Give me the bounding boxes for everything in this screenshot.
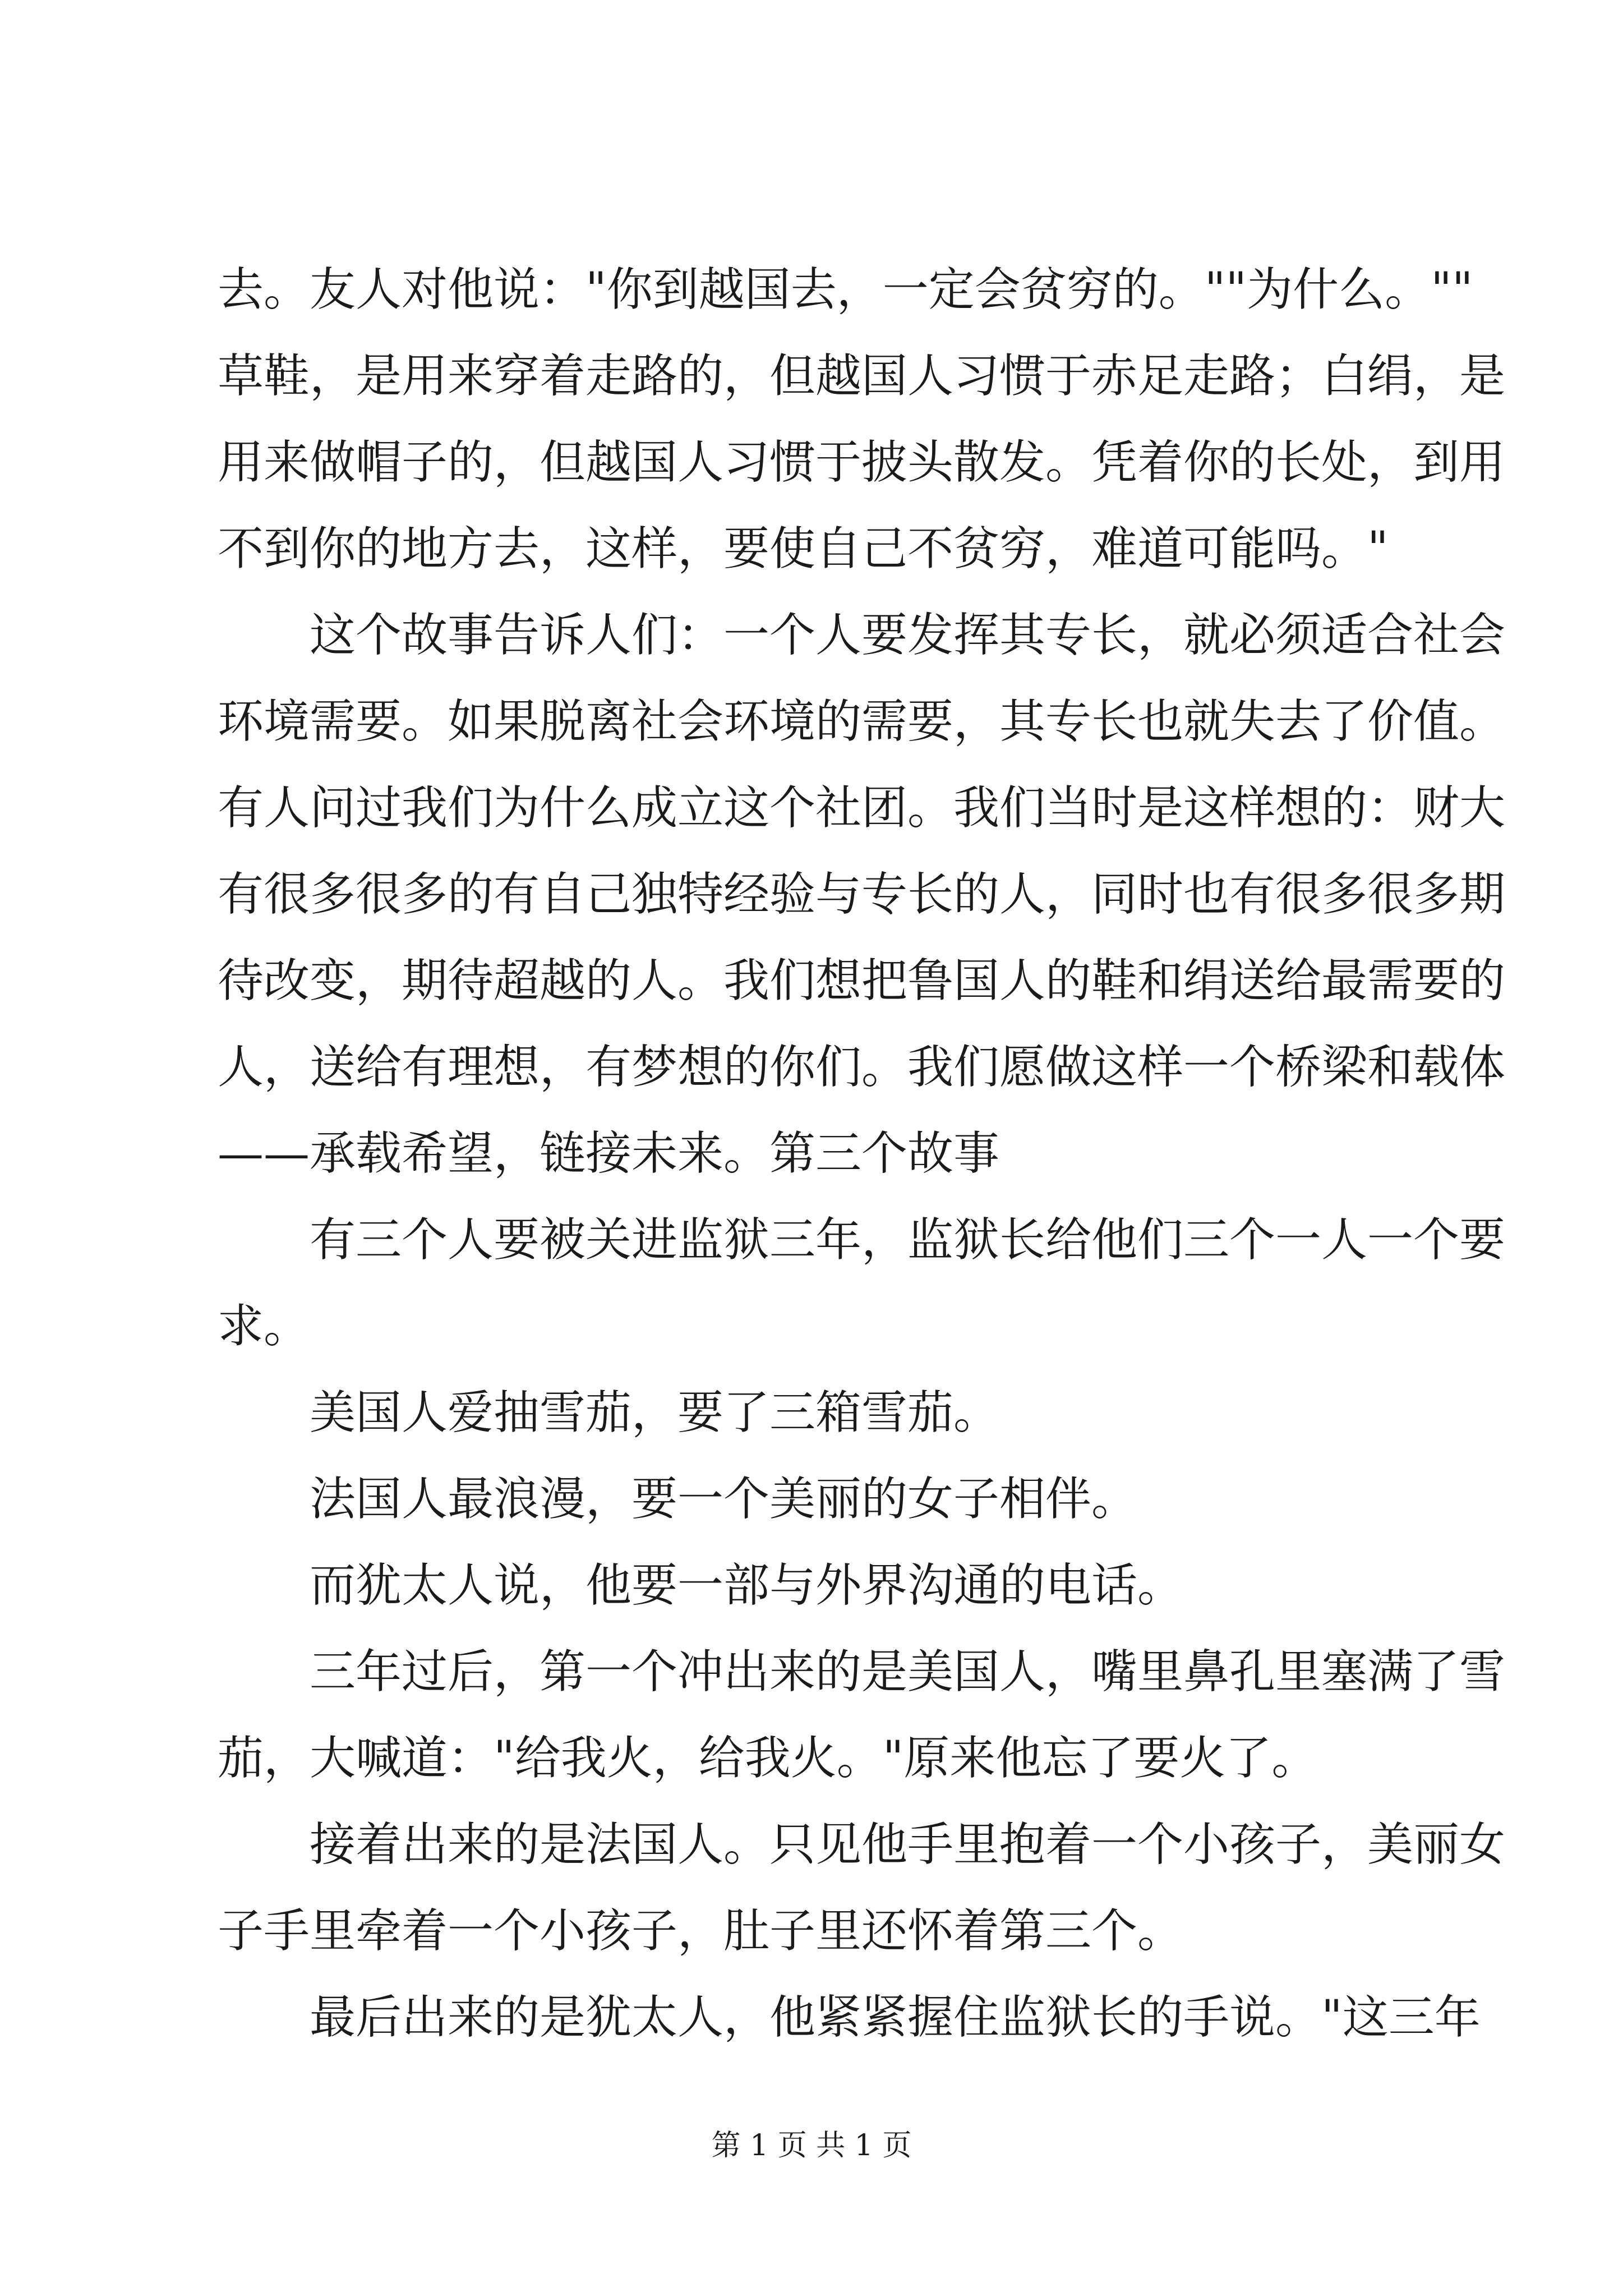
text-line: 有人问过我们为什么成立这个社团。我们当时是这样想的：财大 — [218, 781, 1506, 835]
text-line: 接着出来的是法国人。只见他手里抱着一个小孩子，美丽女 — [310, 1818, 1506, 1871]
text-line: 求。 — [218, 1300, 310, 1353]
text-line: 法国人最浪漫，要一个美丽的女子相伴。 — [310, 1473, 1138, 1526]
document-body — [218, 247, 1506, 2061]
text-line: 这个故事告诉人们：一个人要发挥其专长，就必须适合社会 — [310, 609, 1506, 662]
text-line: 不到你的地方去，这样，要使自己不贫穷，难道可能吗。" — [218, 522, 1389, 576]
text-line: 用来做帽子的，但越国人习惯于披头散发。凭着你的长处，到用 — [218, 436, 1506, 489]
text-line: 茄，大喊道："给我火，给我火。"原来他忘了要火了。 — [218, 1732, 1318, 1785]
text-line: 三年过后，第一个冲出来的是美国人，嘴里鼻孔里塞满了雪 — [310, 1645, 1506, 1699]
text-line: 草鞋，是用来穿着走路的，但越国人习惯于赤足走路；白绢，是 — [218, 349, 1506, 403]
text-line: 去。友人对他说："你到越国去，一定会贫穷的。""为什么。"" — [218, 263, 1473, 316]
text-line: 而犹太人说，他要一部与外界沟通的电话。 — [310, 1559, 1184, 1612]
text-line: 有三个人要被关进监狱三年，监狱长给他们三个一人一个要 — [310, 1213, 1506, 1267]
text-line: ——承载希望，链接未来。第三个故事 — [218, 1127, 1000, 1180]
text-line: 子手里牵着一个小孩子，肚子里还怀着第三个。 — [218, 1904, 1184, 1958]
text-line: 人，送给有理想，有梦想的你们。我们愿做这样一个桥梁和载体 — [218, 1041, 1506, 1094]
text-line: 环境需要。如果脱离社会环境的需要，其专长也就失去了价值。 — [218, 695, 1506, 748]
text-line: 待改变，期待超越的人。我们想把鲁国人的鞋和绢送给最需要的 — [218, 954, 1506, 1007]
text-line: 最后出来的是犹太人，他紧紧握住监狱长的手说。"这三年 — [310, 1991, 1481, 2044]
text-line: 美国人爱抽雪茄，要了三箱雪茄。 — [310, 1386, 1000, 1439]
text-line: 有很多很多的有自己独特经验与专长的人，同时也有很多很多期 — [218, 868, 1506, 921]
page-footer: 第 1 页 共 1 页 — [711, 2129, 912, 2162]
